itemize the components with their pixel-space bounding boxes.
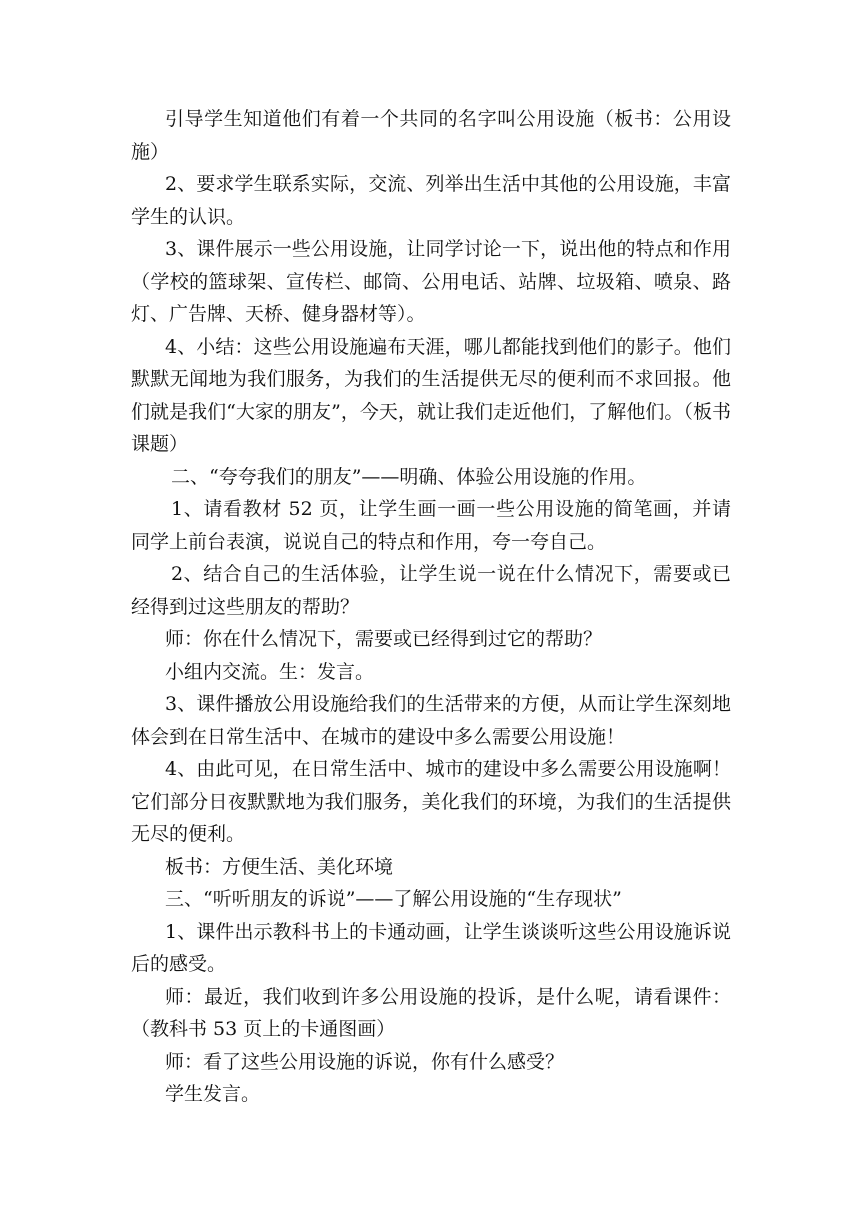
paragraph-life-experience: 2、结合自己的生活体验，让学生说一说在什么情况下，需要或已经得到过这些朋友的帮助？ — [131, 563, 731, 618]
section-heading-3: 三、“听听朋友的诉说”——了解公用设施的“生存现状” — [165, 888, 622, 910]
document-body — [131, 103, 731, 1111]
paragraph-blackboard: 板书：方便生活、美化环境 — [165, 855, 394, 878]
paragraph-complaints: 师：最近，我们收到许多公用设施的投诉，是什么呢，请看课件：（教科书 53 页上的卡通图画） — [131, 985, 731, 1040]
paragraph-conclusion: 4、由此可见，在日常生活中、城市的建设中多么需要公用设施啊！它们部分日夜默默地为我们服务，美化我们的环境，为我们的生活提供无尽的便利。 — [131, 758, 731, 845]
section-heading-2: 二、“夸夸我们的朋友”——明确、体验公用设施的作用。 — [171, 465, 647, 488]
paragraph-student-speak: 学生发言。 — [165, 1083, 261, 1105]
paragraph-textbook-52: 1、请看教材 52 页，让学生画一画一些公用设施的简笔画，并请同学上前台表演，说说自己的特点和作用，夸一夸自己。 — [131, 498, 731, 553]
paragraph-cartoon: 1、课件出示教科书上的卡通动画，让学生谈谈听这些公用设施诉说后的感受。 — [131, 920, 731, 975]
paragraph-courseware-play: 3、课件播放公用设施给我们的生活带来的方便，从而让学生深刻地体会到在日常生活中、在城市的建设中多么需要公用设施！ — [131, 693, 731, 748]
paragraph-group-exchange: 小组内交流。生：发言。 — [165, 660, 375, 683]
paragraph-feelings-question: 师：看了这些公用设施的诉说，你有什么感受？ — [165, 1050, 565, 1073]
paragraph-teacher-question: 师：你在什么情况下，需要或已经得到过它的帮助？ — [165, 628, 603, 650]
paragraph-step-2: 2、要求学生联系实际，交流、列举出生活中其他的公用设施，丰富学生的认识。 — [131, 173, 731, 228]
paragraph-intro: 引导学生知道他们有着一个共同的名字叫公用设施（板书：公用设施） — [131, 108, 731, 163]
paragraph-step-3: 3、课件展示一些公用设施，让同学讨论一下，说出他的特点和作用（学校的篮球架、宣传栏、邮筒、公用电话、站牌、垃圾箱、喷泉、路灯、广告牌、天桥、健身器材等）。 — [131, 238, 731, 325]
paragraph-summary: 4、小结：这些公用设施遍布天涯，哪儿都能找到他们的影子。他们默默无闻地为我们服务，为我们的生活提供无尽的便利而不求回报。他们就是我们“大家的朋友”，今天，就让我们走近他们，了解他们。（板书课题） — [131, 335, 731, 455]
